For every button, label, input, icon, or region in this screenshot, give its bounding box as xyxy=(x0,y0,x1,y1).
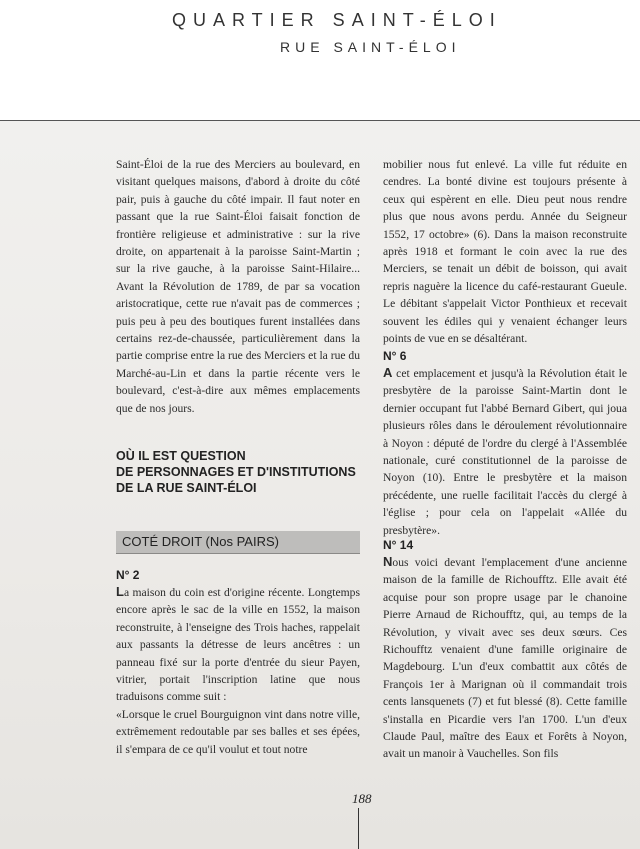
entry-n14 xyxy=(383,537,627,763)
entry-number: N° 14 xyxy=(383,538,414,552)
entry-body: cet emplacement et jusqu'à la Révolution était le presbytère de la paroisse Saint-Martin dont le dernier occupant fut l'abbé Bernard Gibert, qui joua plusieurs rôles dans le déroulement révolutionnaire à Noyon : député de l'ordre du clergé à l'Assemblée nationale, curé constitutionnel de la paroisse de Noyon (10). Entre le presbytère et la maison précédente, une ruelle facilitait l'accès du clergé à l'église ; pour cela on l'appelait «Allée du presbytère». xyxy=(383,367,627,537)
entry-body: ous voici devant l'emplacement d'une ancienne maison de la famille de Richoufftz. Elle avait été acquise pour son propre usage par le chanoine Pierre Arnaud de Richoufftz, qui, au temps de la Révolution, y vivait avec ses deux sœurs. Ces Richoufftz venaient d'une famille originaire de Magdebourg. L'un d'eux combattit aux côtés de François 1er à Marignan où il commandait trois cents lansquenets (7) et fut blessé (8). Cette famille s'installa en Picardie vers l'an 1700. L'un d'eux Claude Paul, maître des Eaux et Forêts à Noyon, avait un manoir à Vauchelles. Son fils xyxy=(383,556,627,761)
page-number-rule xyxy=(358,808,359,849)
right-column xyxy=(383,156,627,347)
entry-text xyxy=(383,553,627,763)
running-subtitle: RUE SAINT-ÉLOI xyxy=(280,39,461,55)
entry-number: N° 6 xyxy=(383,349,407,363)
page-header xyxy=(0,0,640,120)
section-heading-line-3: DE LA RUE SAINT-ÉLOI xyxy=(116,481,257,495)
entry-text xyxy=(116,583,360,706)
drop-cap: N xyxy=(383,554,393,569)
section-heading xyxy=(116,448,360,496)
left-column xyxy=(116,156,360,417)
page-number: 188 xyxy=(352,791,372,806)
entry-number: N° 2 xyxy=(116,568,140,582)
side-label: COTÉ DROIT (Nos PAIRS) xyxy=(122,534,279,549)
intro-paragraph: Saint-Éloi de la rue des Merciers au boulevard, en visitant quelques maisons, d'abord à droite du côté pair, puis à gauche du côté impair. Il faut noter en passant que la rue Saint-Éloi faisait fonction de frontière religieuse et administrative : sur la rive droite, on appartenait à la paroisse Saint-Martin ; sur la rive gauche, à la paroisse Saint-Hilaire... Avant la Révolution de 1789, de par sa vocation aristocratique, cette rue n'avait pas de commerces ; puis peu à peu des boutiques furent installées dans certains rez-de-chaussée, particulièrement dans la partie comprise entre la rue des Merciers et la rue du Marché-au-Lin et dans la partie récente vers le boulevard, c'est-à-dire aux mêmes emplacements que de nos jours. xyxy=(116,158,361,415)
entry-body: a maison du coin est d'origine récente. Longtemps encore après le sac de la ville en 1552, la maison reconstruite, à l'enseigne des Trois haches, rappelait aux passants la détresse de leurs ancêtres : un panneau fixé sur la porte d'entrée du sieur Payen, vitrier, portait l'inscription latine que nous traduisons comme suit : xyxy=(116,586,360,704)
entry-text xyxy=(383,364,627,539)
section-heading-line-1: OÙ IL EST QUESTION xyxy=(116,449,246,463)
running-title: QUARTIER SAINT-ÉLOI xyxy=(172,10,502,30)
quote-paragraph: «Lorsque le cruel Bourguignon vint dans notre ville, extrêmement redoutable par ses balles et ses épées, il s'empara de ce qu'il voulut et tout notre xyxy=(116,707,360,756)
side-label-bar xyxy=(116,531,360,554)
drop-cap: A xyxy=(383,365,393,380)
entry-n6 xyxy=(383,348,627,539)
entry-n2 xyxy=(116,567,360,758)
continuation-paragraph: mobilier nous fut enlevé. La ville fut réduite en cendres. La bonté divine est toujours présente à ceux qui espèrent en elle. Dieu peut nous rendre plus que nous avons perdu. Année du Seigneur 1552, 17 octobre» (6). Dans la maison reconstruite après 1918 et formant le coin avec la rue des Merciers, se tenait un débit de boisson, qui avait repris naguère la licence du café-restaurant Gueule. Le débitant s'appelait Victor Ponthieux et recevait souvent les édiles qui y venaient échanger leurs points de vue en se désaltérant. xyxy=(383,158,627,346)
drop-cap: L xyxy=(116,584,124,599)
section-heading-line-2: DE PERSONNAGES ET D'INSTITUTIONS xyxy=(116,465,356,479)
